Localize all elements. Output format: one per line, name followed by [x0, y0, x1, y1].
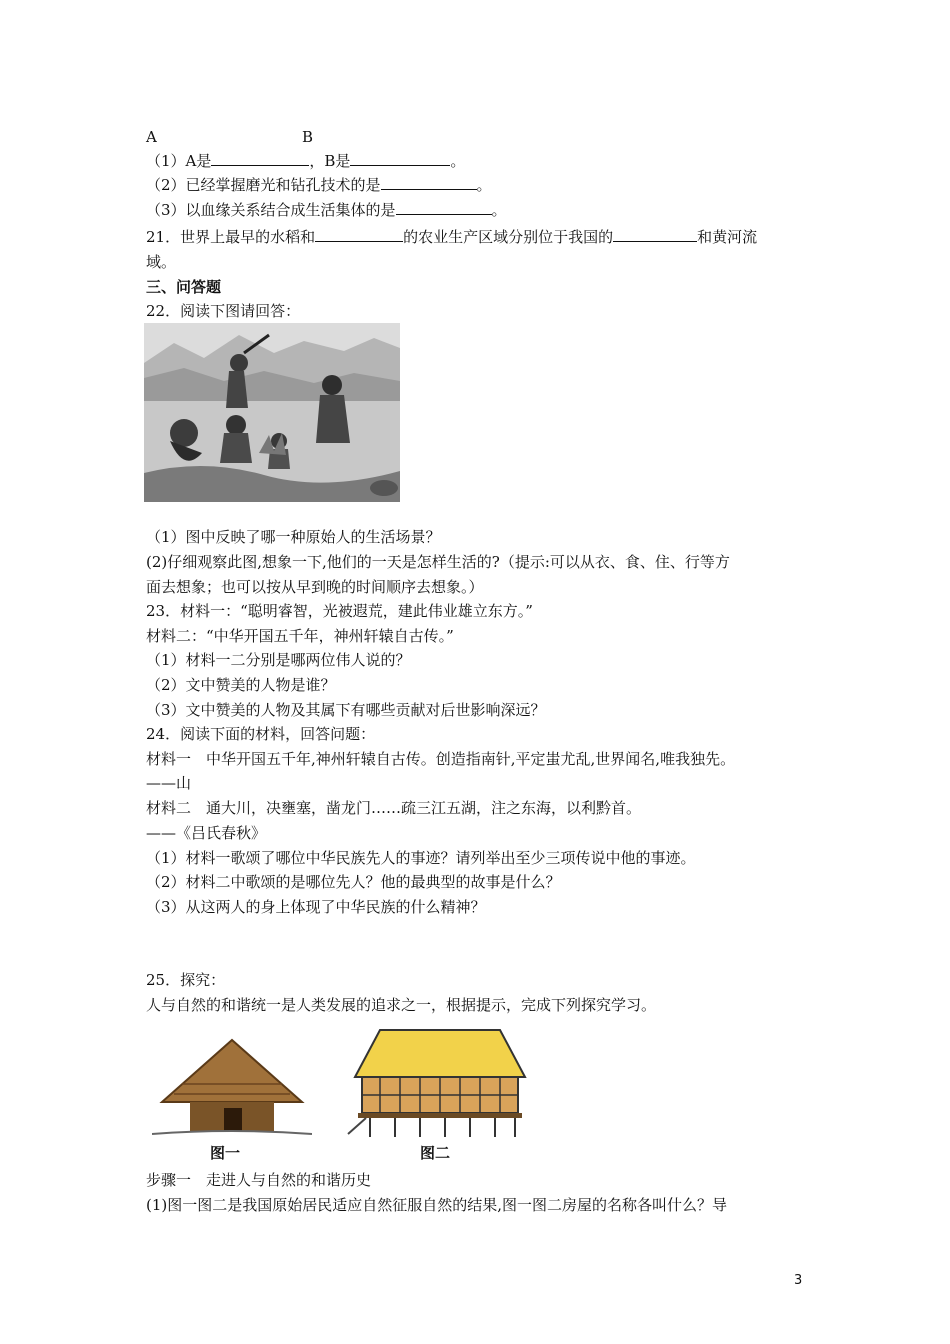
- label-b: B: [302, 128, 314, 146]
- q25-title: 25．探究：: [146, 971, 226, 989]
- q23-sub3: （3）文中赞美的人物及其属下有哪些贡献对后世影响深远？: [146, 701, 546, 719]
- q20-sub1: （1）A是 ，B是 。: [146, 152, 466, 170]
- answer-blank[interactable]: [381, 175, 477, 190]
- q20-sub3: （3）以血缘关系结合成生活集体的是 。: [146, 201, 507, 219]
- page-number: 3: [794, 1273, 803, 1288]
- q24-material1: 材料一 中华开国五千年,神州轩辕自古传。创造指南针,平定蚩尤乱,世界闻名,唯我独先。: [146, 750, 736, 768]
- q24-title: 24．阅读下面的材料，回答问题：: [146, 725, 376, 743]
- q22-sub1: （1）图中反映了哪一种原始人的生活场景？: [146, 528, 441, 546]
- q22-sub2-line1: (2)仔细观察此图,想象一下,他们的一天是怎样生活的?（提示:可以从衣、食、住、行等方: [146, 553, 730, 571]
- q23-material1: 23．材料一：“聪明睿智，光被遐荒，建此伟业雄立东方。”: [146, 602, 533, 620]
- q23-sub1: （1）材料一二分别是哪两位伟人说的？: [146, 651, 411, 669]
- q25-sub1: (1)图一图二是我国原始居民适应自然征服自然的结果,图一图二房屋的名称各叫什么？导: [146, 1196, 728, 1214]
- q24-sub2: （2）材料二中歌颂的是哪位先人？他的最典型的故事是什么？: [146, 873, 561, 891]
- q24-material2: 材料二 通大川，决壅塞，凿龙门……疏三江五湖，注之东海，以利黔首。: [146, 799, 642, 817]
- label-a: A: [146, 128, 157, 146]
- q21-line2: 域。: [146, 253, 177, 271]
- q25-intro: 人与自然的和谐统一是人类发展的追求之一，根据提示，完成下列探究学习。: [146, 996, 657, 1014]
- q24-material2-source: ——《吕氏春秋》: [146, 824, 267, 842]
- section-heading: 三、问答题: [146, 278, 222, 296]
- answer-blank[interactable]: [211, 151, 309, 166]
- answer-blank[interactable]: [350, 151, 450, 166]
- q24-material1-source: ——山: [146, 774, 192, 792]
- q25-step1: 步骤一 走进人与自然的和谐历史: [146, 1171, 372, 1189]
- q22-title: 22．阅读下图请回答：: [146, 302, 301, 320]
- q24-sub1: （1）材料一歌颂了哪位中华民族先人的事迹？请列举出至少三项传说中他的事迹。: [146, 849, 696, 867]
- primitive-life-illustration: [144, 323, 400, 502]
- q24-sub3: （3）从这两人的身上体现了中华民族的什么精神？: [146, 898, 486, 916]
- q20-sub2: （2）已经掌握磨光和钻孔技术的是 。: [146, 176, 492, 194]
- thatched-hut-illustration: [152, 1032, 312, 1142]
- answer-blank[interactable]: [315, 227, 403, 242]
- figure1-caption: 图一: [210, 1144, 241, 1162]
- q23-material2: 材料二：“中华开国五千年，神州轩辕自古传。”: [146, 627, 454, 645]
- stilt-house-illustration: [340, 1022, 535, 1142]
- figure2-caption: 图二: [420, 1144, 451, 1162]
- q23-sub2: （2）文中赞美的人物是谁？: [146, 676, 336, 694]
- q21-line1: 21．世界上最早的水稻和 的农业生产区域分别位于我国的 和黄河流: [146, 228, 758, 246]
- q22-sub2-line2: 面去想象；也可以按从早到晚的时间顺序去想象。）: [146, 578, 484, 596]
- answer-blank[interactable]: [396, 200, 492, 215]
- answer-blank[interactable]: [613, 227, 697, 242]
